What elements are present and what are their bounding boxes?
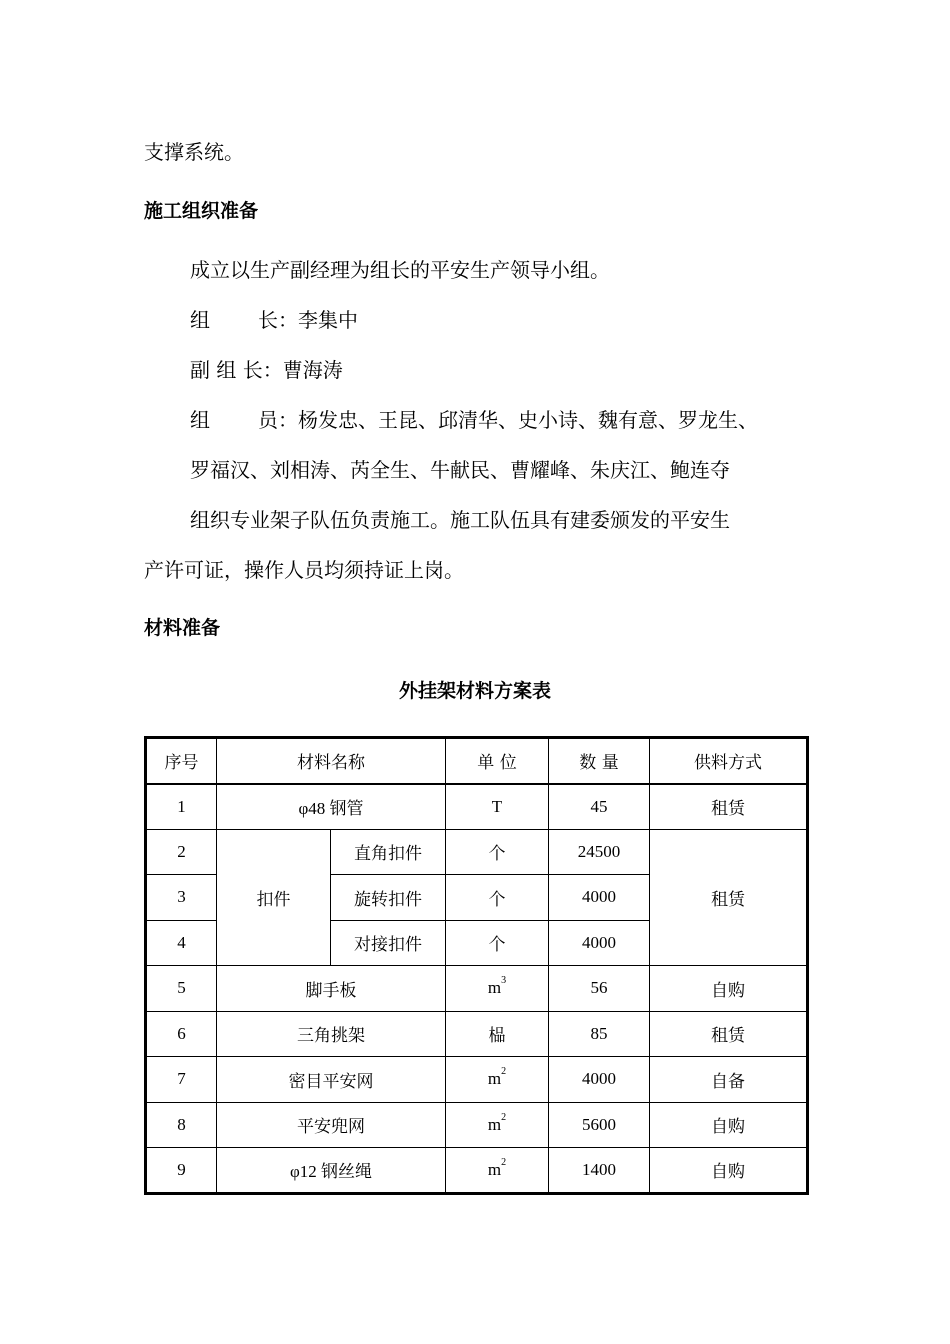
cell-seq: 3 xyxy=(146,875,217,921)
paragraph-end xyxy=(144,139,244,165)
table-row xyxy=(146,1102,808,1148)
header-supply-method: 供料方式 xyxy=(650,738,808,784)
members-list: 杨发忠、王昆、邱清华、史小诗、魏有意、罗龙生、 xyxy=(298,408,758,432)
leader-label-first: 组 xyxy=(190,308,210,332)
cell-supply: 自购 xyxy=(650,1148,808,1194)
header-material-name: 材料名称 xyxy=(217,738,446,784)
table-header-row xyxy=(146,738,808,784)
cell-supply: 租赁 xyxy=(650,1011,808,1057)
cell-name: 脚手板 xyxy=(217,966,446,1012)
cell-name: 三角挑架 xyxy=(217,1011,446,1057)
cell-seq: 5 xyxy=(146,966,217,1012)
cell-supply: 自购 xyxy=(650,1102,808,1148)
materials-table xyxy=(144,736,809,1195)
cell-quantity: 4000 xyxy=(549,875,650,921)
members-list-continued: 罗福汉、刘相涛、芮全生、牛献民、曹耀峰、朱庆江、鲍连夺 xyxy=(190,458,730,482)
cell-seq: 9 xyxy=(146,1148,217,1194)
cell-name: 平安兜网 xyxy=(217,1102,446,1148)
leader-label-second: 长： xyxy=(258,308,298,332)
paragraph-leadership-group: 成立以生产副经理为组长的平安生产领导小组。 xyxy=(190,258,610,282)
cell-name: φ48 钢管 xyxy=(217,784,446,830)
table-row xyxy=(146,1011,808,1057)
unit-exponent: 2 xyxy=(501,1111,507,1123)
cell-seq: 4 xyxy=(146,920,217,966)
cell-unit: 榀 xyxy=(446,1011,549,1057)
paragraph-team-line1: 组织专业架子队伍负责施工。施工队伍具有建委颁发的平安生 xyxy=(190,508,730,532)
member-label-first: 组 xyxy=(190,408,210,432)
cell-group-fastener: 扣件 xyxy=(217,829,331,966)
cell-supply: 自备 xyxy=(650,1057,808,1103)
cell-quantity: 56 xyxy=(549,966,650,1012)
cell-quantity: 4000 xyxy=(549,1057,650,1103)
table-row xyxy=(146,1148,808,1194)
table-row xyxy=(146,1057,808,1103)
cell-quantity: 4000 xyxy=(549,920,650,966)
cell-name: φ12 钢丝绳 xyxy=(217,1148,446,1194)
cell-seq: 1 xyxy=(146,784,217,830)
cell-unit xyxy=(446,1057,549,1103)
paragraph-text: 支撑系统。 xyxy=(144,140,244,164)
cell-quantity: 85 xyxy=(549,1011,650,1057)
unit-exponent: 2 xyxy=(501,1156,507,1168)
cell-unit: T xyxy=(446,784,549,830)
deputy-label: 副 组 长： xyxy=(190,358,283,382)
cell-unit: 个 xyxy=(446,920,549,966)
table-row xyxy=(146,966,808,1012)
deputy-leader-line xyxy=(190,357,343,383)
section-heading-organization: 施工组织准备 xyxy=(144,200,259,222)
cell-seq: 6 xyxy=(146,1011,217,1057)
cell-quantity: 45 xyxy=(549,784,650,830)
cell-supply: 租赁 xyxy=(650,784,808,830)
paragraph-team-line2: 产许可证，操作人员均须持证上岗。 xyxy=(144,558,464,582)
cell-seq: 2 xyxy=(146,829,217,875)
leader-line xyxy=(190,307,358,333)
deputy-name: 曹海涛 xyxy=(282,358,343,382)
member-label-second: 员： xyxy=(258,408,298,432)
unit-base: m xyxy=(487,1069,502,1089)
unit-base: m xyxy=(487,1114,502,1134)
leader-name: 李集中 xyxy=(298,308,358,332)
cell-name: 直角扣件 xyxy=(331,829,446,875)
unit-base: m xyxy=(487,1159,502,1179)
cell-unit xyxy=(446,1102,549,1148)
members-line xyxy=(190,407,758,433)
header-quantity: 数 量 xyxy=(549,738,650,784)
cell-supply-group: 租赁 xyxy=(650,829,808,966)
header-seq: 序号 xyxy=(146,738,217,784)
table-row xyxy=(146,784,808,830)
unit-base: m xyxy=(487,978,502,998)
cell-seq: 7 xyxy=(146,1057,217,1103)
table-row xyxy=(146,829,808,875)
cell-quantity: 24500 xyxy=(549,829,650,875)
cell-supply: 自购 xyxy=(650,966,808,1012)
table-caption: 外挂架材料方案表 xyxy=(398,680,551,702)
unit-exponent: 3 xyxy=(501,975,507,987)
cell-quantity: 1400 xyxy=(549,1148,650,1194)
cell-name: 密目平安网 xyxy=(217,1057,446,1103)
cell-unit: 个 xyxy=(446,875,549,921)
section-heading-materials: 材料准备 xyxy=(144,617,221,639)
cell-seq: 8 xyxy=(146,1102,217,1148)
cell-name: 对接扣件 xyxy=(331,920,446,966)
cell-quantity: 5600 xyxy=(549,1102,650,1148)
cell-unit: 个 xyxy=(446,829,549,875)
header-unit: 单 位 xyxy=(446,738,549,784)
unit-exponent: 2 xyxy=(501,1066,507,1078)
cell-unit xyxy=(446,1148,549,1194)
cell-unit xyxy=(446,966,549,1012)
cell-name: 旋转扣件 xyxy=(331,875,446,921)
